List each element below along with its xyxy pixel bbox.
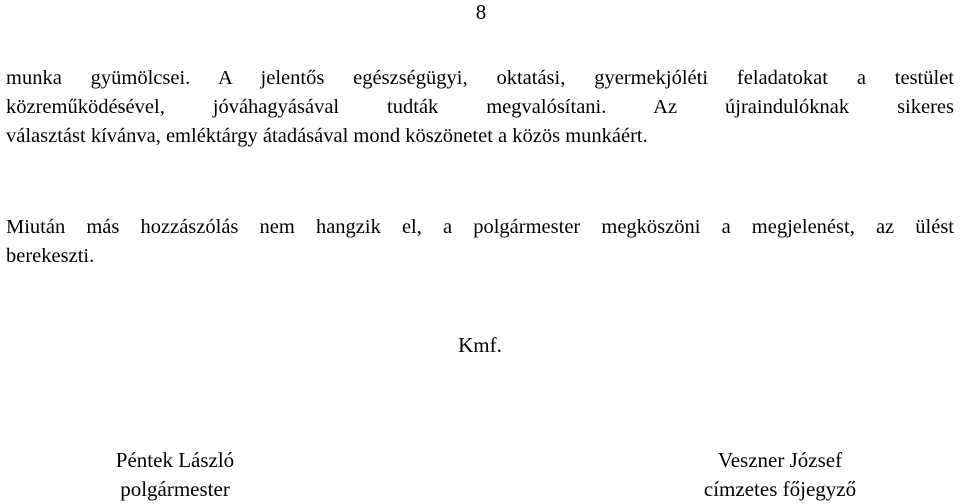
paragraph-line: választást kívánva, emléktárgy átadásával mond köszönetet a közös munkáért. xyxy=(6,125,648,147)
signature-title: polgármester xyxy=(120,477,230,501)
paragraph-line: berekeszti. xyxy=(6,245,95,267)
paragraph-closing-remarks xyxy=(6,64,954,151)
kmf-label: Kmf. xyxy=(458,333,502,357)
signature-block-mayor xyxy=(45,446,305,504)
signature-name: Veszner József xyxy=(717,448,843,472)
signature-title: címzetes főjegyző xyxy=(703,477,857,501)
paragraph-line: munka gyümölcsei. A jelentős egészségügyi, oktatási, gyermekjóléti feladatokat a testület xyxy=(6,67,954,89)
paragraph-line: Miután más hozzászólás nem hangzik el, a polgármester megköszöni a megjelenést, az ülést xyxy=(6,216,954,238)
paragraph-line: közreműködésével, jóváhagyásával tudták megvalósítani. Az újraindulóknak sikeres xyxy=(6,96,954,118)
paragraph-meeting-close xyxy=(6,213,954,271)
page-number: 8 xyxy=(475,0,487,24)
signature-name: Péntek László xyxy=(115,448,235,472)
signature-block-notary xyxy=(650,446,910,504)
